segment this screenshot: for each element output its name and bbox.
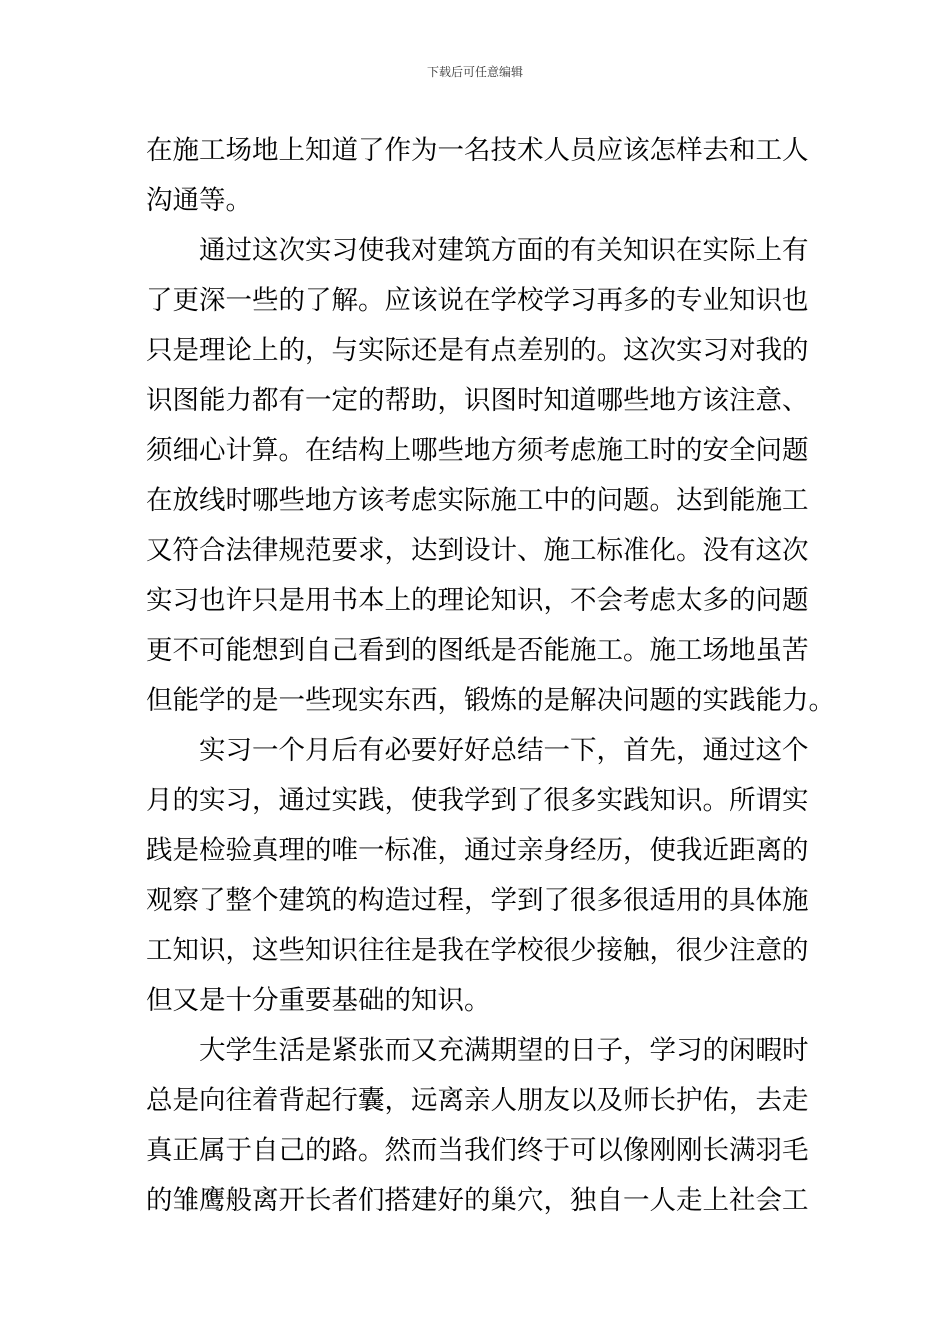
text-line: 但能学的是一些现实东西，锻炼的是解决问题的实践能力。: [146, 685, 835, 716]
paragraph: [146, 726, 809, 1026]
text-line: 沟通等。: [146, 185, 252, 216]
text-line: 大学生活是紧张而又充满期望的日子，学习的闲暇时: [199, 1035, 809, 1066]
text-line: 须细心计算。在结构上哪些地方须考虑施工时的安全问题: [146, 435, 809, 466]
text-line: 践是检验真理的唯一标准，通过亲身经历，使我近距离的: [146, 835, 809, 866]
text-line: 识图能力都有一定的帮助，识图时知道哪些地方该注意、: [146, 385, 809, 416]
paragraph: [146, 126, 809, 226]
text-line: 又符合法律规范要求，达到设计、施工标准化。没有这次: [146, 535, 809, 566]
body-text: [146, 126, 835, 1226]
text-line: 在放线时哪些地方该考虑实际施工中的问题。达到能施工: [146, 485, 809, 516]
text-line: 更不可能想到自己看到的图纸是否能施工。施工场地虽苦: [146, 635, 809, 666]
paragraph: [146, 1026, 809, 1226]
text-line: 实习也许只是用书本上的理论知识，不会考虑太多的问题: [146, 585, 809, 616]
text-line: 在施工场地上知道了作为一名技术人员应该怎样去和工人: [146, 135, 809, 166]
text-line: 工知识，这些知识往往是我在学校很少接触，很少注意的: [146, 935, 809, 966]
text-line: 了更深一些的了解。应该说在学校学习再多的专业知识也: [146, 285, 809, 316]
paragraph: [146, 226, 835, 726]
text-line: 观察了整个建筑的构造过程，学到了很多很适用的具体施: [146, 885, 809, 916]
text-line: 通过这次实习使我对建筑方面的有关知识在实际上有: [199, 235, 809, 266]
text-line: 总是向往着背起行囊，远离亲人朋友以及师长护佑，去走: [146, 1085, 809, 1116]
text-line: 真正属于自己的路。然而当我们终于可以像刚刚长满羽毛: [146, 1135, 809, 1166]
text-line: 的雏鹰般离开长者们搭建好的巢穴，独自一人走上社会工: [146, 1185, 809, 1216]
text-line: 实习一个月后有必要好好总结一下，首先，通过这个: [199, 735, 809, 766]
text-line: 月的实习，通过实践，使我学到了很多实践知识。所谓实: [146, 785, 809, 816]
page-header: 下载后可任意编辑: [426, 65, 523, 79]
text-line: 但又是十分重要基础的知识。: [146, 985, 491, 1016]
text-line: 只是理论上的，与实际还是有点差别的。这次实习对我的: [146, 335, 809, 366]
